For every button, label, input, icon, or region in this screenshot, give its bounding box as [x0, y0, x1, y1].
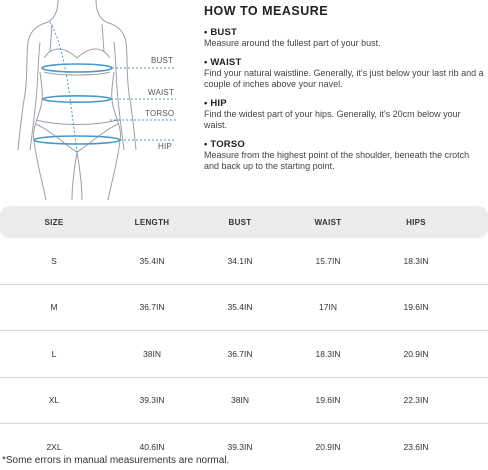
cell-length: 39.3IN — [139, 395, 165, 406]
guide-item-description: Find your natural waistline. Generally, it's just below your last rib and a couple of inches above your navel. — [204, 68, 484, 89]
body-measurement-figure — [0, 0, 180, 200]
header-hips: HIPS — [406, 217, 426, 227]
cell-size: XL — [48, 395, 60, 406]
cell-bust: 39.3IN — [227, 441, 253, 452]
guide-item-hip — [204, 98, 484, 131]
measurement-guide — [204, 0, 484, 180]
cell-size: S — [51, 255, 57, 266]
cell-length: 40.6IN — [139, 441, 165, 452]
guide-item-heading: • WAIST — [204, 57, 242, 68]
header-length: LENGTH — [134, 217, 170, 227]
cell-waist: 19.6IN — [315, 395, 341, 406]
table-row — [0, 285, 488, 332]
cell-bust: 36.7IN — [227, 348, 253, 359]
guide-item-bust — [204, 27, 484, 49]
cell-waist: 20.9IN — [315, 441, 341, 452]
cell-waist: 17IN — [319, 302, 337, 313]
guide-item-description: Find the widest part of your hips. Generally, it's 20cm below your waist. — [204, 109, 461, 130]
guide-item-heading: • TORSO — [204, 139, 245, 150]
table-header-row — [0, 206, 488, 238]
cell-size: M — [50, 302, 58, 313]
size-chart-table — [0, 206, 488, 470]
bust-label: BUST — [151, 56, 174, 65]
guide-item-heading: • BUST — [204, 27, 238, 38]
table-row — [0, 378, 488, 425]
cell-bust: 35.4IN — [227, 302, 253, 313]
header-size: SIZE — [44, 217, 64, 227]
table-row — [0, 238, 488, 285]
guide-item-heading: • HIP — [204, 98, 227, 109]
guide-item-torso — [204, 139, 484, 172]
cell-length: 38IN — [143, 348, 161, 359]
torso-label: TORSO — [145, 109, 175, 118]
guide-item-waist — [204, 57, 484, 90]
cell-bust: 38IN — [231, 395, 249, 406]
cell-length: 35.4IN — [139, 255, 165, 266]
cell-hips: 18.3IN — [403, 255, 429, 266]
header-waist: WAIST — [314, 217, 342, 227]
cell-size: L — [51, 348, 57, 359]
cell-bust: 34.1IN — [227, 255, 253, 266]
cell-hips: 23.6IN — [403, 441, 429, 452]
cell-hips: 22.3IN — [403, 395, 429, 406]
header-bust: BUST — [228, 217, 252, 227]
guide-item-description: Measure from the highest point of the shoulder, beneath the crotch and back up to the starting point. — [204, 150, 470, 171]
guide-item-description: Measure around the fullest part of your bust. — [204, 38, 381, 48]
body-outline-icon — [0, 0, 180, 200]
guide-title: HOW TO MEASURE — [204, 4, 329, 18]
table-row — [0, 331, 488, 378]
hip-label: HIP — [158, 142, 172, 151]
cell-size: 2XL — [46, 441, 62, 452]
waist-label: WAIST — [148, 88, 175, 97]
footnote: *Some errors in manual measurements are normal. — [2, 455, 230, 466]
cell-length: 36.7IN — [139, 302, 165, 313]
cell-waist: 15.7IN — [315, 255, 341, 266]
cell-hips: 19.6IN — [403, 302, 429, 313]
cell-hips: 20.9IN — [403, 348, 429, 359]
cell-waist: 18.3IN — [315, 348, 341, 359]
